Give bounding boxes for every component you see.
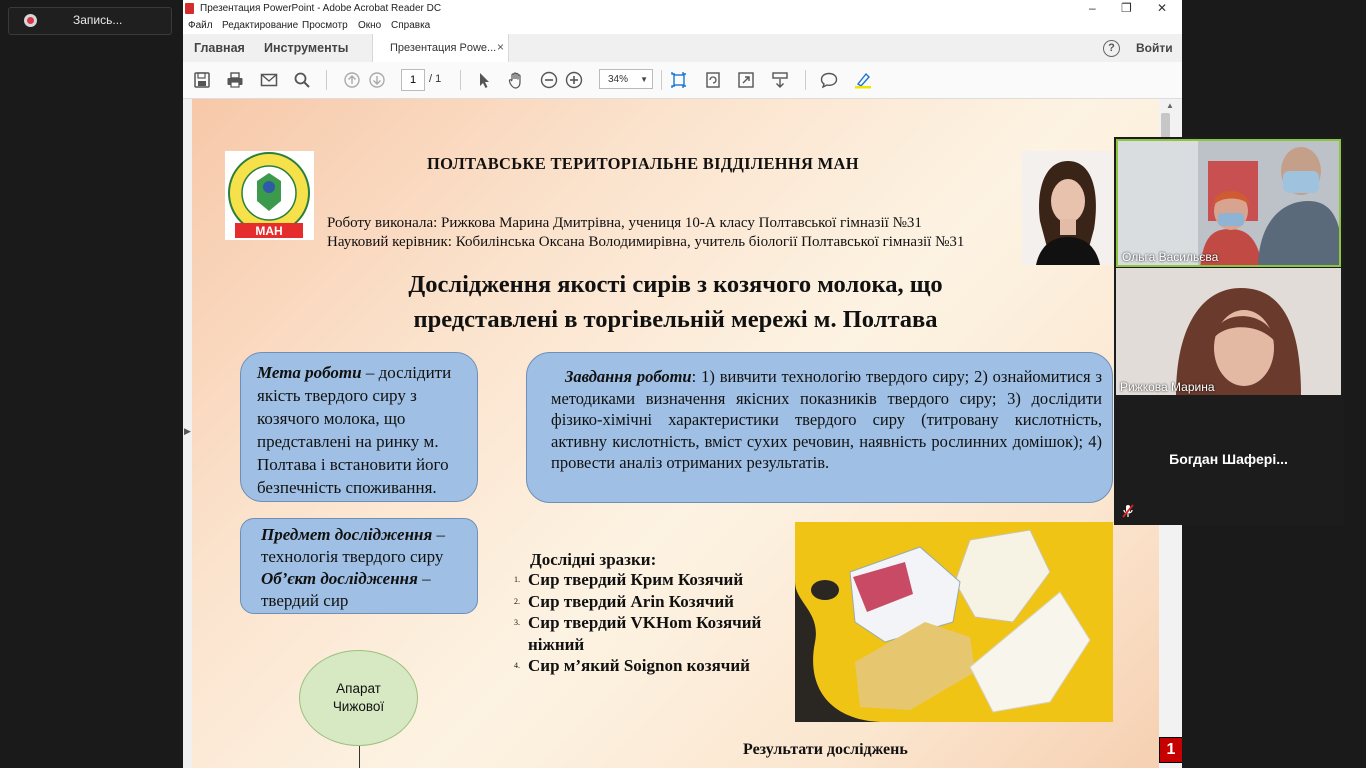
subject-object-box — [240, 518, 478, 614]
zoom-select[interactable] — [599, 69, 653, 89]
page-total: / 1 — [429, 73, 442, 85]
sample-number: 4. — [514, 661, 520, 670]
participant-name: Ольга Васильєва — [1122, 250, 1219, 264]
sample-text: Сир твердий VKHom Козячий ніжний — [528, 613, 762, 654]
menu-bar — [183, 18, 1182, 34]
sample-text: Сир твердий Крим Козячий — [528, 570, 744, 589]
acrobat-window — [183, 0, 1182, 768]
prev-page-icon[interactable] — [343, 71, 361, 89]
zoom-value: 34% — [608, 74, 629, 85]
left-panel-strip[interactable] — [183, 99, 192, 768]
sample-item — [514, 612, 778, 655]
subject-heading: Предмет дослідження — [261, 525, 433, 544]
menu-view[interactable]: Просмотр — [302, 20, 348, 31]
video-tile-bogdan[interactable] — [1116, 396, 1341, 522]
fullscreen-icon[interactable] — [737, 71, 755, 89]
video-feed — [1118, 141, 1341, 267]
select-cursor-icon[interactable] — [475, 71, 493, 89]
institution-heading: ПОЛТАВСЬКЕ ТЕРИТОРІАЛЬНЕ ВІДДІЛЕННЯ МАН — [427, 154, 859, 173]
video-panel — [1114, 137, 1344, 525]
recording-label: Запись... — [73, 13, 123, 27]
chevron-down-icon: ▼ — [640, 75, 648, 84]
object-text: – твердий сир — [261, 569, 431, 610]
results-heading: Результати досліджень — [743, 741, 908, 758]
sample-text: Сир твердий Arin Козячий — [528, 591, 734, 611]
logo-text: МАН — [255, 224, 283, 238]
page-badge: 1 — [1159, 737, 1182, 763]
sample-number: 1. — [514, 575, 520, 584]
slide-page — [192, 99, 1159, 768]
connector-line — [359, 746, 360, 768]
menu-file[interactable]: Файл — [188, 20, 213, 31]
goal-box — [240, 352, 478, 502]
restore-button[interactable]: ❐ — [1121, 1, 1132, 15]
apparatus-ellipse — [299, 650, 418, 746]
login-button[interactable]: Войти — [1136, 41, 1173, 55]
author-photo — [1022, 151, 1113, 265]
tasks-heading: Завдання роботи — [565, 367, 692, 386]
participant-name: Рижкова Марина — [1120, 380, 1215, 394]
sample-item — [514, 591, 784, 613]
muted-mic-icon — [1122, 504, 1134, 518]
subject-text: – технологія твердого сиру — [261, 525, 445, 566]
slide-title-line2: представлені в торгівельній мережі м. Полтава — [413, 306, 938, 333]
pdf-app-icon — [185, 3, 194, 14]
record-icon — [24, 14, 37, 27]
save-icon[interactable] — [193, 71, 211, 89]
sample-number: 3. — [514, 618, 520, 627]
video-tile-maryna[interactable] — [1116, 268, 1341, 395]
video-feed — [1116, 268, 1341, 395]
window-title: Презентация PowerPoint - Adobe Acrobat Reader DC — [200, 3, 442, 14]
cheese-samples-photo — [795, 522, 1113, 722]
toolbar-separator — [326, 70, 327, 90]
zoom-in-icon[interactable] — [565, 71, 583, 89]
tab-bar — [183, 34, 1182, 63]
supervisor-line: Науковий керівник: Кобилінська Оксана Володимирівна, учитель біології Полтавської гімназії №31 — [327, 234, 965, 250]
tab-document[interactable] — [372, 34, 509, 62]
video-tile-olga[interactable] — [1116, 139, 1341, 267]
man-logo — [225, 151, 314, 240]
goal-text: – дослідити якість твердого сиру з козячого молока, що представлені на ринку м. Полтава і встановити його безпечність споживання. — [257, 363, 452, 497]
slide-title-line1: Дослідження якості сирів з козячого молока, що — [408, 271, 943, 298]
scroll-mode-icon[interactable] — [771, 71, 789, 89]
minimize-button[interactable]: – — [1089, 1, 1096, 15]
print-icon[interactable] — [226, 71, 244, 89]
tab-tools[interactable]: Инструменты — [264, 41, 349, 55]
close-tab-icon[interactable]: × — [497, 40, 505, 54]
comment-icon[interactable] — [820, 71, 838, 89]
search-icon[interactable] — [293, 71, 311, 89]
sample-item — [514, 655, 784, 677]
sample-item — [514, 569, 784, 591]
scroll-up-icon[interactable]: ▲ — [1166, 101, 1174, 110]
menu-help[interactable]: Справка — [391, 20, 431, 31]
apparatus-label: Апарат Чижової — [332, 681, 385, 714]
goal-heading: Мета роботи — [257, 363, 362, 382]
toolbar-separator — [661, 70, 662, 90]
email-icon[interactable] — [260, 71, 278, 89]
document-tab-label: Презентация Powe... — [390, 42, 497, 54]
sample-number: 2. — [514, 596, 520, 606]
expand-panel-icon[interactable]: ▶ — [184, 426, 191, 436]
sample-text: Сир м’який Soignon козячий — [528, 656, 750, 675]
toolbar-separator — [460, 70, 461, 90]
close-window-button[interactable]: ✕ — [1157, 1, 1168, 15]
fit-page-icon[interactable] — [670, 71, 688, 89]
samples-list — [514, 569, 784, 677]
tasks-box — [526, 352, 1113, 503]
document-area[interactable] — [183, 99, 1182, 768]
recording-indicator[interactable] — [8, 7, 172, 35]
menu-window[interactable]: Окно — [358, 20, 382, 31]
samples-heading: Дослідні зразки: — [530, 550, 657, 569]
menu-edit[interactable]: Редактирование — [222, 20, 299, 31]
object-heading: Об’єкт дослідження — [261, 569, 418, 588]
tasks-text: : 1) вивчити технологію твердого сиру; 2) ознайомитися з методиками визначення якісних показників твердого сиру; 3) дослідити фізико-хімічні характеристики твердого сиру (титровану кислотність, активну кислотність, вміст сухих речовин, наявність рослинних домішок); 4) провести аналіз отриманих результатів. — [551, 367, 1102, 472]
author-line: Роботу виконала: Рижкова Марина Дмитрівна, учениця 10-А класу Полтавської гімназії №31 — [327, 215, 922, 231]
zoom-out-icon[interactable] — [540, 71, 558, 89]
participant-name-center: Богдан Шафері... — [1169, 451, 1288, 467]
next-page-icon[interactable] — [368, 71, 386, 89]
rotate-icon[interactable] — [704, 71, 722, 89]
tab-home[interactable]: Главная — [194, 41, 245, 55]
title-bar — [183, 0, 1182, 18]
help-icon[interactable]: ? — [1103, 40, 1120, 57]
toolbar-separator — [805, 70, 806, 90]
toolbar — [183, 62, 1182, 99]
highlight-icon[interactable] — [854, 71, 872, 89]
page-number-input[interactable]: 1 — [401, 69, 425, 91]
hand-tool-icon[interactable] — [507, 71, 525, 89]
